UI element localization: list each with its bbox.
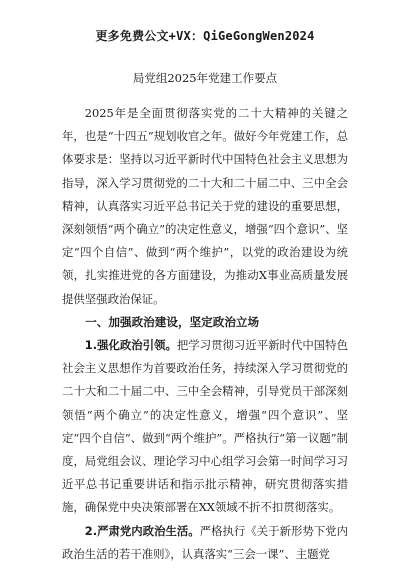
item-1-body: 把学习贯彻习近平新时代中国特色社会主义思想作为首要政治任务，持续深入学习贯彻党的二十大和二十届二中、三中全会精神，引导党员干部深刻领悟“两个确立”的决定性意义，增强“四个意识”、坚定“四个自信”、做到“两个维护”。严格执行“第一议题”制度，局党组会议、理论学习中心组学习会第一时间学习习近平总书记重要讲话和指示批示精神，研究贯彻落实措施，确保党中央决策部署在XX领域不折不扣贯彻落实。 [62, 338, 348, 515]
item-1-lead: 1.强化政治引领。 [84, 338, 177, 353]
item-2-paragraph [62, 520, 348, 566]
item-2-lead: 2.严肃党内政治生活。 [84, 523, 200, 538]
intro-paragraph: 2025年是全面贯彻落实党的二十大精神的关键之年，也是“十四五”规划收官之年。做好今年党建工作，总体要求是：坚持以习近平新时代中国特色社会主义思想为指导，深入学习贯彻党的二十大和二十届二中、三中全会精神，认真落实习近平总书记关于党的建设的重要思想，深刻领悟“两个确立”的决定性意义，增强“四个意识”、坚定“四个自信”、做到“两个维护”，以党的政治建设为统领，扎实推进党的各方面建设，为推动X事业高质量发展提供坚强政治保证。 [62, 106, 348, 306]
watermark-header: 更多免费公文+VX：QiGeGongWen2024 [95, 29, 315, 43]
document-title: 局党组2025年党建工作要点 [132, 71, 278, 85]
item-1-paragraph [62, 334, 348, 520]
section-heading-1: 一、加强政治建设，坚定政治立场 [85, 314, 260, 329]
item-2-body: 严格执行《关于新形势下党内政治生活的若干准则》，认真落实“三会一课”、主题党 [62, 523, 348, 561]
